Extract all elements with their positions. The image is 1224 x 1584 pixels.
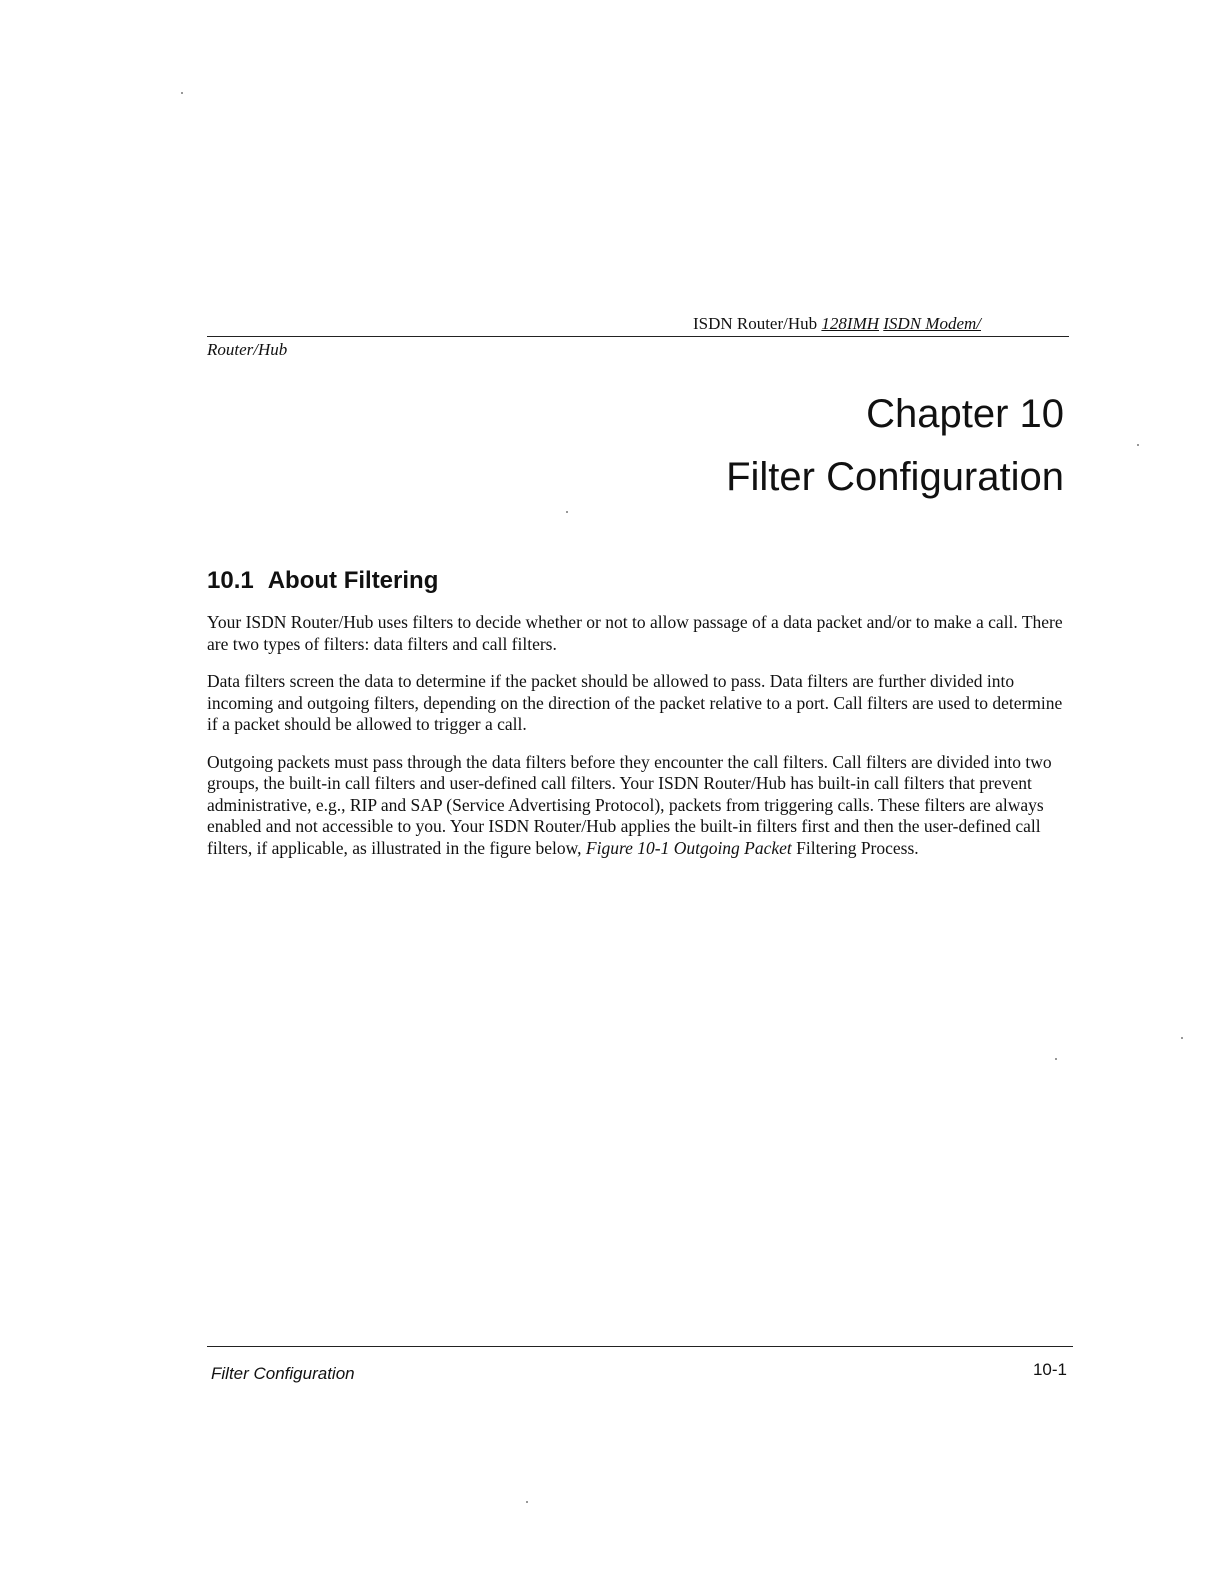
scan-speck (1137, 444, 1139, 446)
header-product-line (693, 314, 981, 334)
chapter-title: Filter Configuration (726, 455, 1064, 499)
page-footer (207, 1346, 1073, 1386)
body-text (207, 612, 1067, 875)
header-product-name: ISDN Router/Hub (692, 314, 818, 333)
paragraph-3-text: Outgoing packets must pass through the data filters before they encounter the call filters. Call filters are divided into two groups, the built-in call filters and user-defined call filters. Your ISDN Router/Hub has built-in call filters that prevent administrative, e.g., RIP and SAP (Service Advertising Protocol), packets from triggering calls. These filters are always enabled and not accessible to you. Your ISDN Router/Hub applies the built-in filters first and then the user-defined call filters, if applicable, as illustrated in the figure below, (207, 751, 1052, 858)
section-title: About Filtering (267, 567, 439, 594)
scan-speck (1181, 1037, 1183, 1039)
chapter-number: Chapter 10 (866, 392, 1064, 436)
scan-speck (1055, 1058, 1057, 1060)
header-product-type: ISDN Modem/ (883, 314, 981, 333)
chapter-heading (726, 388, 1064, 503)
paragraph-3-end: Filtering Process. (791, 837, 919, 858)
footer-rule (207, 1346, 1073, 1347)
scan-speck (526, 1501, 528, 1503)
scan-speck (181, 92, 183, 94)
paragraph-1: Your ISDN Router/Hub uses filters to decide whether or not to allow passage of a data packet and/or to make a call. There are two types of filters: data filters and call filters. (207, 612, 1063, 654)
section-number: 10.1 (207, 567, 254, 594)
page-number: 10-1 (1032, 1360, 1067, 1379)
header-product-model: 128IMH (821, 314, 880, 333)
paragraph-3 (207, 752, 1067, 860)
section-heading (207, 567, 438, 595)
running-header (207, 310, 1069, 360)
paragraph-2: Data filters screen the data to determine if the packet should be allowed to pass. Data filters are further divided into incoming and outgoing filters, depending on the direction of the packet relative to a port. Call filters are used to determine if a packet should be allowed to trigger a call. (207, 671, 1063, 734)
header-product-line2: Router/Hub (207, 340, 288, 359)
scan-speck (566, 511, 568, 513)
footer-chapter-title: Filter Configuration (211, 1364, 355, 1383)
figure-reference-link[interactable]: Figure 10-1 Outgoing Packet (585, 837, 792, 858)
header-rule (207, 336, 1069, 337)
